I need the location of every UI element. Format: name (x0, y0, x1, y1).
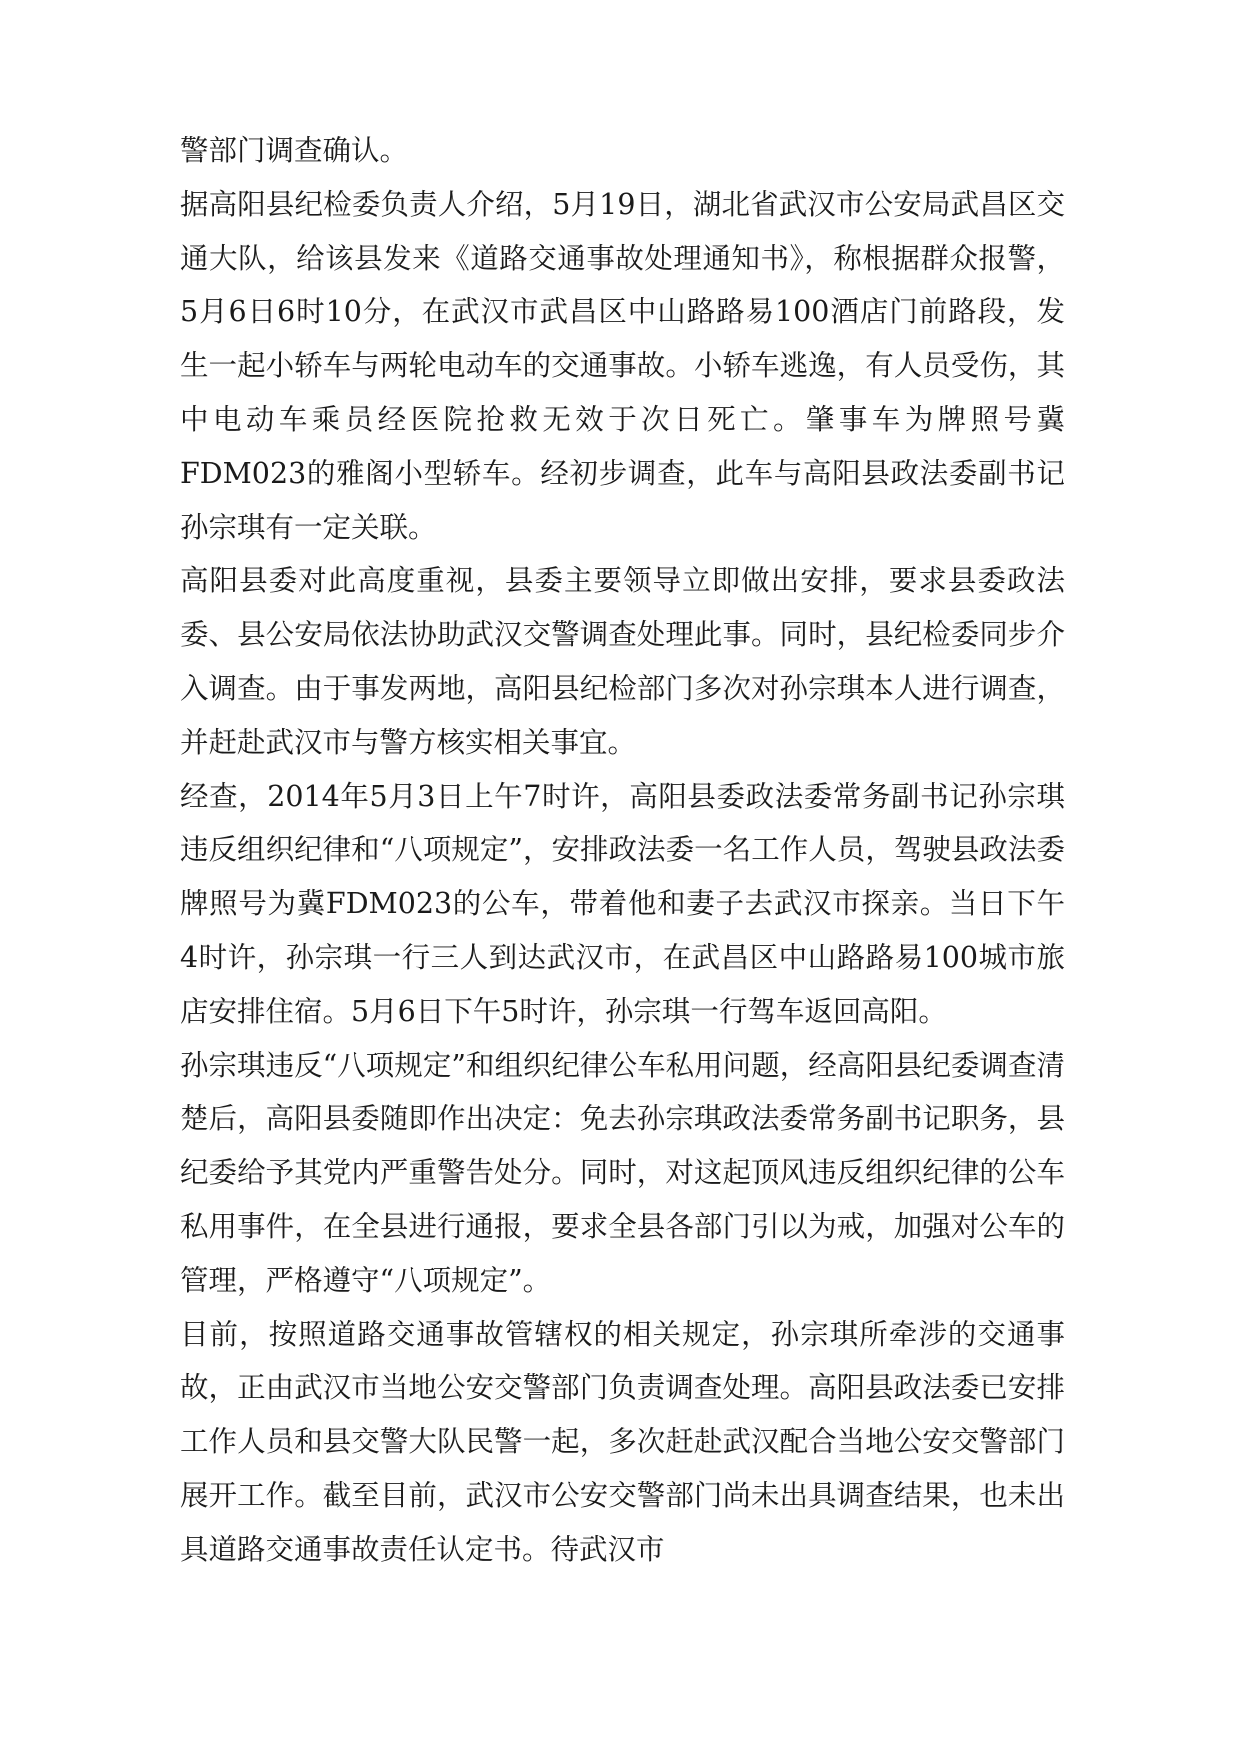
paragraph-incident-notice: 据高阳县纪检委负责人介绍，5月19日，湖北省武汉市公安局武昌区交通大队，给该县发来《道路交通事故处理通知书》，称根据群众报警，5月6日6时10分，在武汉市武昌区中山路路易100酒店门前路段，发生一起小轿车与两轮电动车的交通事故。小轿车逃逸，有人员受伤，其中电动车乘员经医院抢救无效于次日死亡。肇事车为牌照号冀FDM023的雅阁小型轿车。经初步调查，此车与高阳县政法委副书记孙宗琪有一定关联。 (180, 187, 1065, 544)
paragraph-continuation: 警部门调查确认。 (180, 134, 409, 167)
document-body (180, 124, 1065, 1577)
paragraph-current-status: 目前，按照道路交通事故管辖权的相关规定，孙宗琪所牵涉的交通事故，正由武汉市当地公安交警部门负责调查处理。高阳县政法委已安排工作人员和县交警大队民警一起，多次赶赴武汉配合当地公安交警部门展开工作。截至目前，武汉市公安交警部门尚未出具调查结果，也未出具道路交通事故责任认定书。待武汉市 (180, 1317, 1065, 1566)
paragraph-investigation-findings: 经查，2014年5月3日上午7时许，高阳县委政法委常务副书记孙宗琪违反组织纪律和“八项规定”，安排政法委一名工作人员，驾驶县政法委牌照号为冀FDM023的公车，带着他和妻子去武汉市探亲。当日下午4时许，孙宗琪一行三人到达武汉市，在武昌区中山路路易100城市旅店安排住宿。5月6日下午5时许，孙宗琪一行驾车返回高阳。 (180, 779, 1065, 1028)
paragraph-disciplinary-decision: 孙宗琪违反“八项规定”和组织纪律公车私用问题，经高阳县纪委调查清楚后，高阳县委随即作出决定：免去孙宗琪政法委常务副书记职务，县纪委给予其党内严重警告处分。同时，对这起顶风违反组织纪律的公车私用事件，在全县进行通报，要求全县各部门引以为戒，加强对公车的管理，严格遵守“八项规定”。 (180, 1048, 1065, 1297)
paragraph-county-response: 高阳县委对此高度重视，县委主要领导立即做出安排，要求县委政法委、县公安局依法协助武汉交警调查处理此事。同时，县纪检委同步介入调查。由于事发两地，高阳县纪检部门多次对孙宗琪本人进行调查，并赶赴武汉市与警方核实相关事宜。 (180, 564, 1065, 759)
